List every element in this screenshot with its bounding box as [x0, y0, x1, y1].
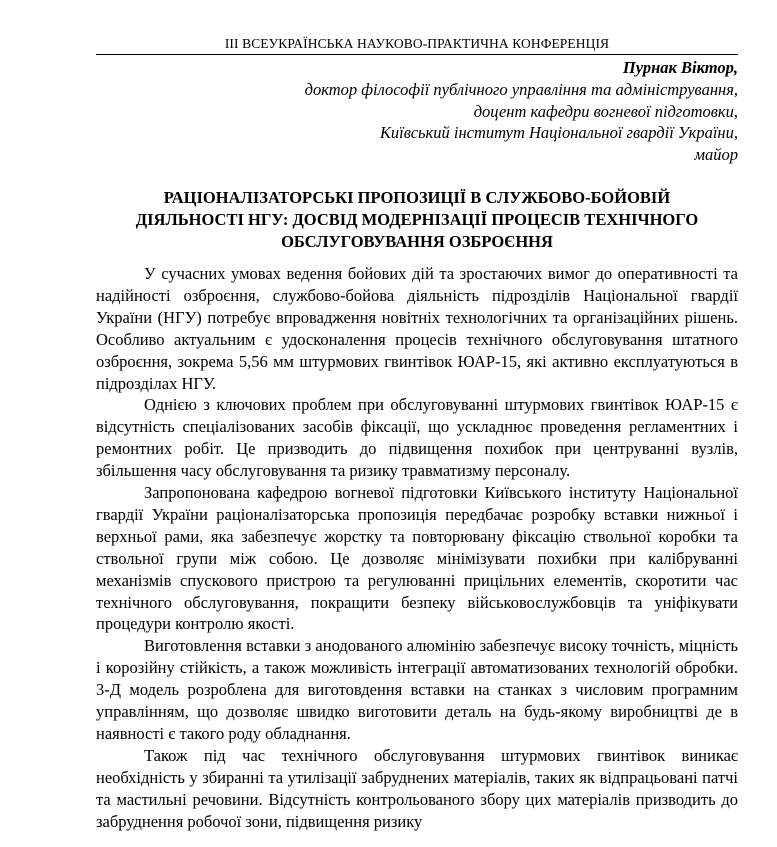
body-paragraph: Запропонована кафедрою вогневої підготовки Київського інституту Національної гвардії України раціоналізаторська пропозиція передбачає розробку вставки нижньої і верхньої рами, яка забезпечує жорстку та повторювану фіксацію ствольної коробки та ствольної групи між собою. Це дозволяє мінімізувати похибки при калібруванні механізмів спускового пристрою та регулюванні прицільних елементів, скоротити час технічного обслуговування, покращити безпеку військовослужбовців та уніфікувати процедури контролю якості. [96, 483, 738, 634]
body-paragraph: Однією з ключових проблем при обслуговуванні штурмових гвинтівок ЮАР-15 є відсутність спеціалізованих засобів фіксації, що ускладнює проведення регламентних і ремонтних робіт. Це призводить до підвищення похибок при центруванні вузлів, збільшення часу обслуговування та ризику травматизму персоналу. [96, 395, 738, 481]
author-rank: майор [694, 145, 738, 165]
body-paragraph: У сучасних умовах ведення бойових дій та зростаючих вимог до оперативності та надійності озброєння, службово-бойова діяльність підрозділів Національної гвардії України (НГУ) потребує впровадження новітніх технологічних та організаційних рішень. Особливо актуальним є удосконалення процесів технічного обслуговування штатного озброєння, зокрема 5,56 мм штурмових гвинтівок ЮАР-15, які активно експлуатуються в підрозділах НГУ. [96, 263, 738, 393]
title-line: ОБСЛУГОВУВАННЯ ОЗБРОЄННЯ [281, 231, 553, 251]
author-name: Пурнак Віктор, [622, 58, 738, 77]
author-position: доцент кафедри вогневої підготовки, [473, 101, 738, 121]
article-title [96, 187, 738, 253]
title-line: РАЦІОНАЛІЗАТОРСЬКІ ПРОПОЗИЦІЇ В СЛУЖБОВО-БОЙОВІЙ [163, 187, 671, 207]
author-degree: доктор філософії публічного управління та адміністрування, [304, 79, 738, 99]
document-page [96, 0, 738, 833]
author-block [96, 57, 738, 166]
title-line: ДІЯЛЬНОСТІ НГУ: ДОСВІД МОДЕРНІЗАЦІЇ ПРОЦЕСІВ ТЕХНІЧНОГО [135, 209, 699, 229]
article-body [96, 263, 738, 833]
body-paragraph: Також під час технічного обслуговування штурмових гвинтівок виникає необхідність у збиранні та утилізації забруднених матеріалів, таких як відпрацьовані патчі та мастильні речовини. Відсутність контрольованого збору цих матеріалів призводить до забруднення робочої зони, підвищення ризику [96, 745, 738, 831]
body-paragraph: Виготовлення вставки з анодованого алюмінію забезпечує високу точність, міцність і корозійну стійкість, а також можливість інтеграції автоматизованих технологій обробки. 3-Д модель розроблена для виготовдення вставки на станках з числовим програмним управлінням, що дозволяє швидко виготовити деталь на будь-якому виробництві де в наявності є такого роду обладнання. [96, 636, 738, 744]
running-header: ІІІ ВСЕУКРАЇНСЬКА НАУКОВО-ПРАКТИЧНА КОНФЕРЕНЦІЯ [96, 0, 738, 55]
author-institution: Київський інститут Національної гвардії України, [379, 123, 738, 143]
